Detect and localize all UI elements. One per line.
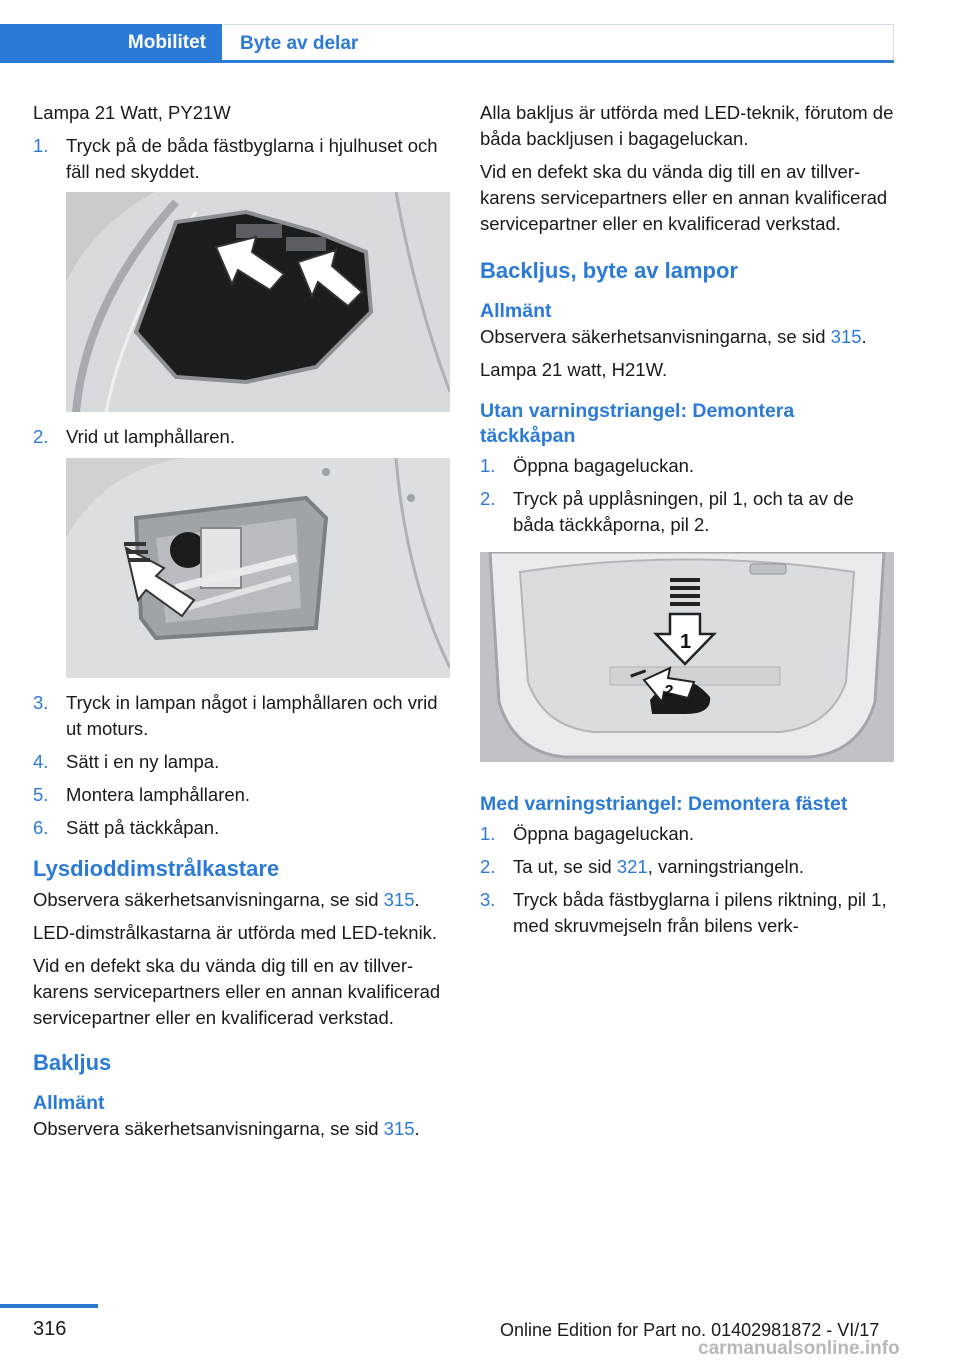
step-text: Tryck på de båda fästbyglarna i hjulhuset och fäll ned skyddet. [66, 135, 438, 182]
steps-list-b [33, 424, 447, 450]
safety-note-end: . [414, 889, 420, 910]
step-text: Vrid ut lamphållaren. [66, 426, 235, 447]
step-text: Tryck på upplåsningen, pil 1, och ta av de båda täckkåporna, pil 2. [513, 488, 854, 535]
list-item [33, 815, 447, 841]
figure-wheel-housing-cover [66, 192, 450, 412]
heading-med-varningstriangel: Med varningstriangel: Demontera fästet [480, 793, 848, 815]
page-link-321[interactable]: 321 [616, 856, 648, 877]
step-number: 1. [480, 823, 496, 844]
list-item [480, 453, 894, 479]
arrow-label-2: 2 [664, 683, 673, 700]
step-number: 2. [480, 488, 496, 509]
step-text: Tryck båda fästbyglarna i pilens riktning, pil 1, med skruvmejseln från bilens verk- [513, 889, 887, 936]
step-number: 5. [33, 784, 49, 805]
header-divider [0, 60, 894, 63]
steps-list-c [33, 690, 447, 841]
heading-bakljus: Bakljus [33, 1050, 112, 1075]
list-item [33, 782, 447, 808]
safety-note-text: Observera säkerhetsanvisningarna, se sid [480, 326, 831, 347]
step-number: 2. [480, 856, 496, 877]
heading-allmant: Allmänt [480, 300, 552, 322]
arrow-label-1: 1 [680, 631, 692, 653]
tab-mobilitet[interactable]: Mobilitet [0, 24, 222, 62]
step-text-part: Ta ut, se sid [513, 856, 617, 877]
page-link-315[interactable]: 315 [383, 889, 415, 910]
figure-trunk-lid [480, 552, 894, 762]
step-number: 1. [480, 455, 496, 476]
watermark: carmanualsonline.info [698, 1338, 900, 1359]
led-fog-text: LED-dimstrålkastarna är utförda med LED-teknik. [33, 922, 438, 943]
page-header [0, 0, 960, 62]
step-text-part: , varningstriangeln. [647, 856, 805, 877]
steps-list-a [33, 133, 447, 185]
list-item [33, 424, 447, 450]
left-column [33, 100, 447, 1149]
led-taillights-text: Alla bakljus är utförda med LED-teknik, förutom de båda backljusen i bagageluckan. [480, 102, 894, 149]
tab-byte-av-delar[interactable]: Byte av delar [222, 24, 894, 62]
page-link-315[interactable]: 315 [830, 326, 862, 347]
step-text [513, 854, 894, 880]
list-item [480, 821, 894, 847]
list-item [33, 133, 447, 185]
right-column [480, 100, 894, 946]
step-number: 6. [33, 817, 49, 838]
step-text: Öppna bagageluckan. [513, 455, 695, 476]
list-item [480, 854, 894, 880]
lamp-spec-text: Lampa 21 watt, H21W. [480, 359, 668, 380]
safety-note-end: . [861, 326, 867, 347]
list-item [480, 887, 894, 939]
figure-lamp-holder [66, 458, 450, 678]
list-item [33, 690, 447, 742]
page-link-315[interactable]: 315 [383, 1118, 415, 1139]
list-item [33, 749, 447, 775]
defect-text: Vid en defekt ska du vända dig till en av tillverkarens servicepartners eller en annan kvalificerad servicepartner eller en kvalificerad verkstad. [33, 955, 441, 1028]
heading-backljus: Backljus, byte av lampor [480, 258, 738, 283]
step-number: 1. [33, 135, 49, 156]
page-number: 316 [33, 1318, 67, 1340]
step-number: 4. [33, 751, 49, 772]
lamp-spec-text: Lampa 21 Watt, PY21W [33, 102, 231, 123]
steps-list-utan [480, 453, 894, 538]
step-text: Sätt på täckkåpan. [66, 817, 220, 838]
heading-allmant: Allmänt [33, 1092, 105, 1114]
step-number: 3. [33, 692, 49, 713]
edition-text: Online Edition for Part no. 01402981872 - VI/17 [500, 1320, 880, 1340]
safety-note-text: Observera säkerhetsanvisningarna, se sid [33, 1118, 384, 1139]
heading-utan-varningstriangel: Utan varningstriangel: Demontera täckkåpan [480, 400, 795, 447]
step-number: 2. [33, 426, 49, 447]
defect-text: Vid en defekt ska du vända dig till en av tillverkarens servicepartners eller en annan kvalificerad servicepartner eller en kvalificerad verkstad. [480, 161, 888, 234]
safety-note [33, 1116, 447, 1142]
step-text: Montera lamphållaren. [66, 784, 251, 805]
safety-note-end: . [414, 1118, 420, 1139]
footer-divider [0, 1304, 98, 1308]
safety-note [33, 887, 447, 913]
step-text: Tryck in lampan något i lamphållaren och vrid ut moturs. [66, 692, 438, 739]
step-text: Sätt i en ny lampa. [66, 751, 220, 772]
steps-list-med [480, 821, 894, 939]
step-text: Öppna bagageluckan. [513, 823, 695, 844]
step-number: 3. [480, 889, 496, 910]
safety-note [480, 324, 894, 350]
heading-lysdioddimstralkastare: Lysdioddimstrålkastare [33, 856, 280, 881]
safety-note-text: Observera säkerhetsanvisningarna, se sid [33, 889, 384, 910]
list-item [480, 486, 894, 538]
